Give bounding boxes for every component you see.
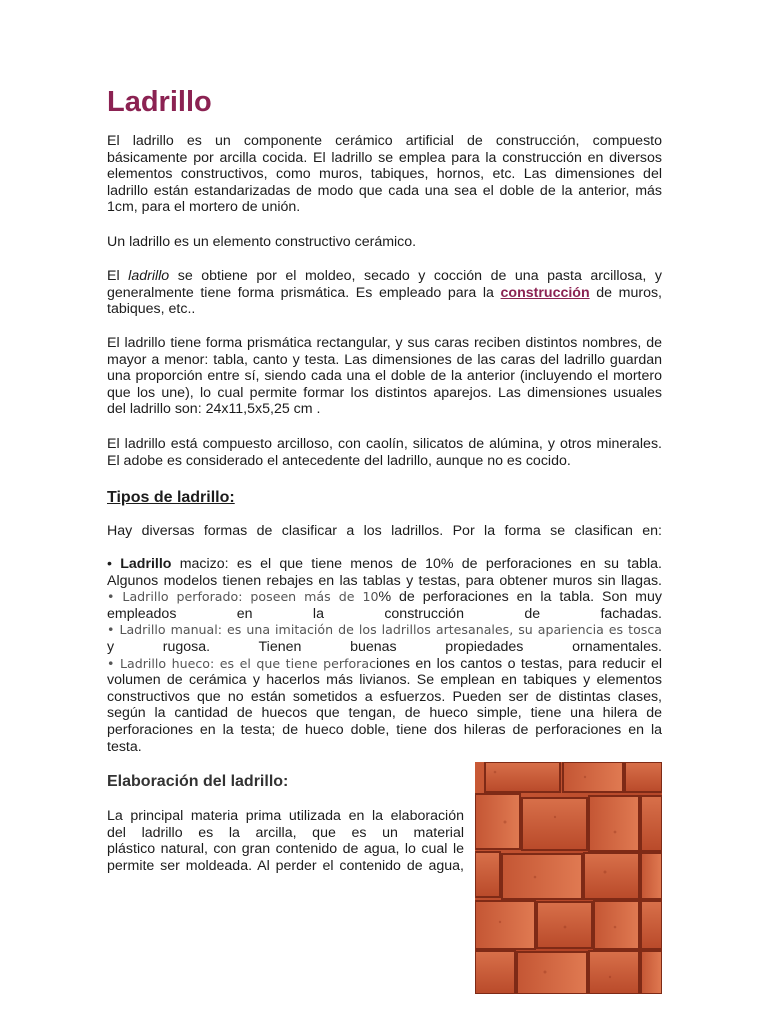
text-line: del ladrillo son: 24x11,5x5,25 cm . <box>107 401 321 418</box>
text-line: según la cantidad de huecos que tengan, de hueco simple, tiene una hilera de <box>107 705 662 722</box>
list-item <box>107 589 662 606</box>
construccion-link[interactable]: construcción <box>500 284 590 301</box>
text-line: testa. <box>107 738 142 755</box>
text-line: básicamente por arcilla cocida. El ladrillo se emplea para la construcción en diversos <box>107 149 662 166</box>
text-line: empleados en la construcción de fachadas. <box>107 605 662 622</box>
text-line: mayor a menor: tabla, canto y testa. Las dimensiones de las caras del ladrillo guardan <box>107 351 662 368</box>
italic-term: ladrillo <box>128 268 170 284</box>
intro-paragraph <box>107 133 662 216</box>
bold-term: Ladrillo <box>120 556 172 572</box>
section-heading-elaboracion: Elaboración del ladrillo: <box>107 773 289 790</box>
text-line: 1cm, para el mortero de unión. <box>107 199 301 216</box>
list-item <box>107 556 662 573</box>
brick-stack-photo <box>475 762 662 994</box>
bullet: • <box>107 556 121 572</box>
text-line: elementos constructivos, como muros, tabiques, hornos, etc. Las dimensiones del <box>107 166 662 183</box>
text-line: plástico natural, con gran contenido de agua, lo cual le <box>107 841 464 858</box>
text-fragment: se obtiene por el moldeo, secado y cocción de una pasta arcillosa, y <box>169 268 662 284</box>
text-line: constructivos que no están sometidos a esfuerzos. Pueden ser de distintas clases, <box>107 688 662 705</box>
text-line: una proporción entre sí, siendo cada una el doble de la anterior (incluyendo el mortero <box>107 368 662 385</box>
text-line: El adobe es considerado el antecedente del ladrillo, aunque no es cocido. <box>107 452 571 469</box>
production-paragraph <box>107 268 662 318</box>
elaboration-paragraph <box>107 808 464 874</box>
text-line: perforaciones en la testa; de hueco doble, tiene dos hileras de perforaciones en la <box>107 721 662 738</box>
text-line <box>107 285 662 302</box>
text-line: volumen de cerámica y hacerlos más livianos. Se emplean en tabiques y elementos <box>107 672 662 689</box>
text-fragment: • Ladrillo hueco: es el que tiene perforac <box>107 655 376 671</box>
classification-intro <box>107 523 662 540</box>
section-heading-tipos: Tipos de ladrillo: <box>107 489 235 506</box>
shape-paragraph <box>107 335 662 418</box>
text-line: tabiques, etc.. <box>107 301 196 318</box>
text-line: permite ser moldeada. Al perder el contenido de agua, <box>107 857 464 874</box>
definition-paragraph <box>107 234 662 251</box>
text-line: y rugosa. Tienen buenas propiedades ornamentales. <box>107 638 662 655</box>
text-line: La principal materia prima utilizada en la elaboración <box>107 808 464 824</box>
list-item: • Ladrillo manual: es una imitación de los ladrillos artesanales, su apariencia es tosca <box>107 622 662 638</box>
text-fragment: macizo: es el que tiene menos de 10% de perforaciones en su tabla. <box>171 556 662 572</box>
page-title: Ladrillo <box>107 86 212 118</box>
brick-stack-illustration <box>475 762 662 994</box>
text-fragment: El <box>107 268 129 284</box>
text-fragment: % de perforaciones en la tabla. Son muy <box>378 589 662 606</box>
text-line: Hay diversas formas de clasificar a los ladrillos. Por la forma se clasifican en: <box>107 523 662 539</box>
text-line: Un ladrillo es un elemento constructivo cerámico. <box>107 234 417 250</box>
composition-paragraph <box>107 436 662 469</box>
text-line: que los une), lo cual permite formar los distintos aparejos. Las dimensiones usuales <box>107 384 662 401</box>
text-fragment: generalmente tiene forma prismática. Es empleado para la <box>107 284 501 301</box>
text-fragment: • Ladrillo perforado: poseen más de 10 <box>107 589 379 605</box>
text-fragment: iones en los cantos o testas, para reducir el <box>376 655 662 672</box>
text-line: El ladrillo es un componente cerámico artificial de construcción, compuesto <box>107 133 662 149</box>
text-line: El ladrillo tiene forma prismática rectangular, y sus caras reciben distintos nombres, de <box>107 335 662 351</box>
text-line: Algunos modelos tienen rebajes en las tablas y testas, para obtener muros sin llagas. <box>107 572 662 589</box>
text-line: El ladrillo está compuesto arcilloso, con caolín, silicatos de alúmina, y otros minerales. <box>107 436 662 452</box>
types-list <box>107 556 662 755</box>
list-item <box>107 656 662 673</box>
text-line: ladrillo están estandarizadas de modo que cada una sea el doble de la anterior, más <box>107 182 662 199</box>
text-fragment: de muros, <box>589 284 662 301</box>
text-line: del ladrillo es la arcilla, que es un material <box>107 824 464 841</box>
text-line <box>107 268 662 285</box>
